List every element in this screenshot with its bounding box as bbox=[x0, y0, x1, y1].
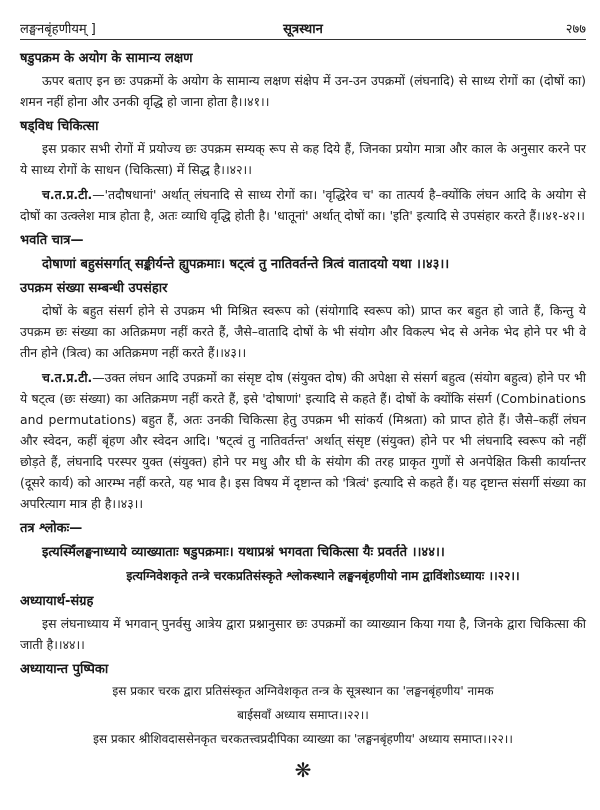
pushpika-line: इस प्रकार चरक द्वारा प्रतिसंस्कृत अग्निवेशकृत तन्त्र के सूत्रस्थान का 'लङ्घनबृंहणीय' नामक bbox=[112, 684, 494, 698]
page-body bbox=[20, 48, 586, 781]
heading-shadvidh-chikitsa: षड्विध चिकित्सा bbox=[20, 119, 99, 134]
verse-43: दोषाणां बहुसंसर्गात् सङ्कीर्यन्ते ह्युपक्रमाः। षट्त्वं तु नातिवर्तन्ते त्रित्वं वातादयो यथा ।।४३।। bbox=[42, 257, 450, 272]
paragraph: इस प्रकार सभी रोगों में प्रयोज्य छः उपक्रम सम्यक् रूप से कह दिये हैं, जिनका प्रयोग मात्रा और काल के अनुसार करने पर ये साध्य रोगों के साधन (चिकित्सा) में सिद्ध है।।४२।। bbox=[20, 141, 586, 177]
verse-44: इत्यस्मिँलङ्घनाध्याये व्याख्याताः षडुपक्रमाः। यथाप्रश्नं भगवता चिकित्सा यैः प्रवर्तते ।।४४।। bbox=[42, 545, 445, 560]
page-number: २७७ bbox=[565, 22, 586, 37]
sanskrit-colophon: इत्यग्निवेशकृते तन्त्रे चरकप्रतिसंस्कृते श्लोकस्थाने लङ्घनबृंहणीयो नाम द्वाविंशोऽध्यायः ।।२२।। bbox=[126, 569, 520, 583]
section-title: सूत्रस्थान bbox=[283, 22, 323, 37]
paragraph: दोषों के बहुत संसर्ग होने से उपक्रम भी मिश्रित स्वरूप को (संयोगादि स्वरूप को) प्राप्त कर बहुत हो जाते हैं, किन्तु ये उपक्रम छः संख्या का अतिक्रमण नहीं करते हैं, जैसे–वातादि दोषों के भी संयोग और विकल्प भेद से अनेक भेद होने पर भी वे तीन होने (त्रित्व) का अतिक्रमण नहीं करते हैं।।४३।। bbox=[20, 303, 586, 360]
commentary-paragraph bbox=[20, 367, 586, 514]
commentary-text: —उक्त लंघन आदि उपक्रमों का संसृष्ट दोष (संयुक्त दोष) की अपेक्षा से संसर्ग बहुत्व (संयोग बहुत्व) होने पर भी ये षट्त्व (छः संख्या) का अतिक्रमण नहीं करते हैं, इसे 'दोषाणां' इत्यादि से कहते हैं। दोषों के क्योंकि संसर्ग (Combinations and permutations) बहुत हैं, अतः उनकी चिकित्सा हेतु उपक्रम भी सांकर्य (मिश्रता) को प्राप्त होते हैं। जैसे–कहीं लंघन और स्वेदन, कहीं बृंहण और स्वेदन आदि। 'षट्त्वं तु नातिवर्तन्त' अर्थात् संसृष्ट (संयुक्त) होने पर भी लंघनादि स्वरूप को नहीं छोड़ते हैं, लंघनादि परस्पर युक्त (संयुक्त) होने पर मधु और घी के संयोग की तरह प्राकृत गुणों से अनपेक्षित किसी कार्यान्तर (दूसरे कार्य) को आरम्भ नहीं करते, यह भाव है। इस विषय में दृष्टान्त को 'त्रित्वं' इत्यादि से कहते हैं। यह दृष्टान्त संसर्गी संख्या का अपरित्याग मात्र ही है।।४३।। bbox=[20, 370, 586, 511]
heading-adhyayartha-sangraha: अध्यायार्थ-संग्रह bbox=[20, 594, 94, 609]
running-header bbox=[20, 19, 586, 37]
commentary-label: च.त.प्र.टी. bbox=[42, 187, 93, 202]
header-rule bbox=[20, 39, 586, 40]
heading-ayoga-lakshana: षडुपक्रम के अयोग के सामान्य लक्षण bbox=[20, 51, 193, 66]
chapter-title: लङ्घनबृंहणीयम् ] bbox=[20, 22, 96, 37]
heading-adhyayant-pushpika: अध्यायान्त पुष्पिका bbox=[20, 662, 109, 677]
pushpika-line: बाईसवाँ अध्याय समाप्त।।२२।। bbox=[237, 708, 369, 722]
commentary-paragraph bbox=[20, 184, 586, 226]
commentary-label: च.त.प्र.टी. bbox=[42, 370, 93, 385]
heading-upakram-sankhya: उपक्रम संख्या सम्बन्धी उपसंहार bbox=[20, 281, 168, 296]
paragraph: ऊपर बताए इन छः उपक्रमों के अयोग के सामान्य लक्षण संक्षेप में उन-उन उपक्रमों (लंघनादि) से साध्य रोगों का (दोषों का) शमन नहीं होना और उनकी वृद्धि हो जाना होता है।।४१।। bbox=[20, 73, 586, 109]
commentary-text: —'तदौषधानां' अर्थात् लंघनादि से साध्य रोगों का। 'वृद्धिरेव च' का तात्पर्य है–क्योंकि लंघन आदि के अयोग से दोषों का उत्क्लेश मात्र होता है, अतः व्याधि वृद्धि होती है। 'धातूनां' अर्थात् दोषों का। 'इति' इत्यादि से उपसंहार करते हैं।।४१-४२।। bbox=[20, 187, 586, 223]
end-ornament-icon: ❋ bbox=[294, 758, 312, 782]
pushpika-line: इस प्रकार श्रीशिवदाससेनकृत चरकतत्त्वप्रदीपिका व्याख्या का 'लङ्घनबृंहणीय' अध्याय समाप्त।।२२।। bbox=[93, 732, 513, 746]
paragraph: इस लंघनाध्याय में भगवान् पुनर्वसु आत्रेय द्वारा प्रश्नानुसार छः उपक्रमों का व्याख्यान किया गया है, जिनके द्वारा चिकित्सा की जाती है।।४४।। bbox=[20, 616, 586, 652]
heading-bhavati-chatra: भवति चात्र— bbox=[20, 233, 84, 248]
heading-tatra-shlokah: तत्र श्लोकः— bbox=[20, 521, 83, 536]
